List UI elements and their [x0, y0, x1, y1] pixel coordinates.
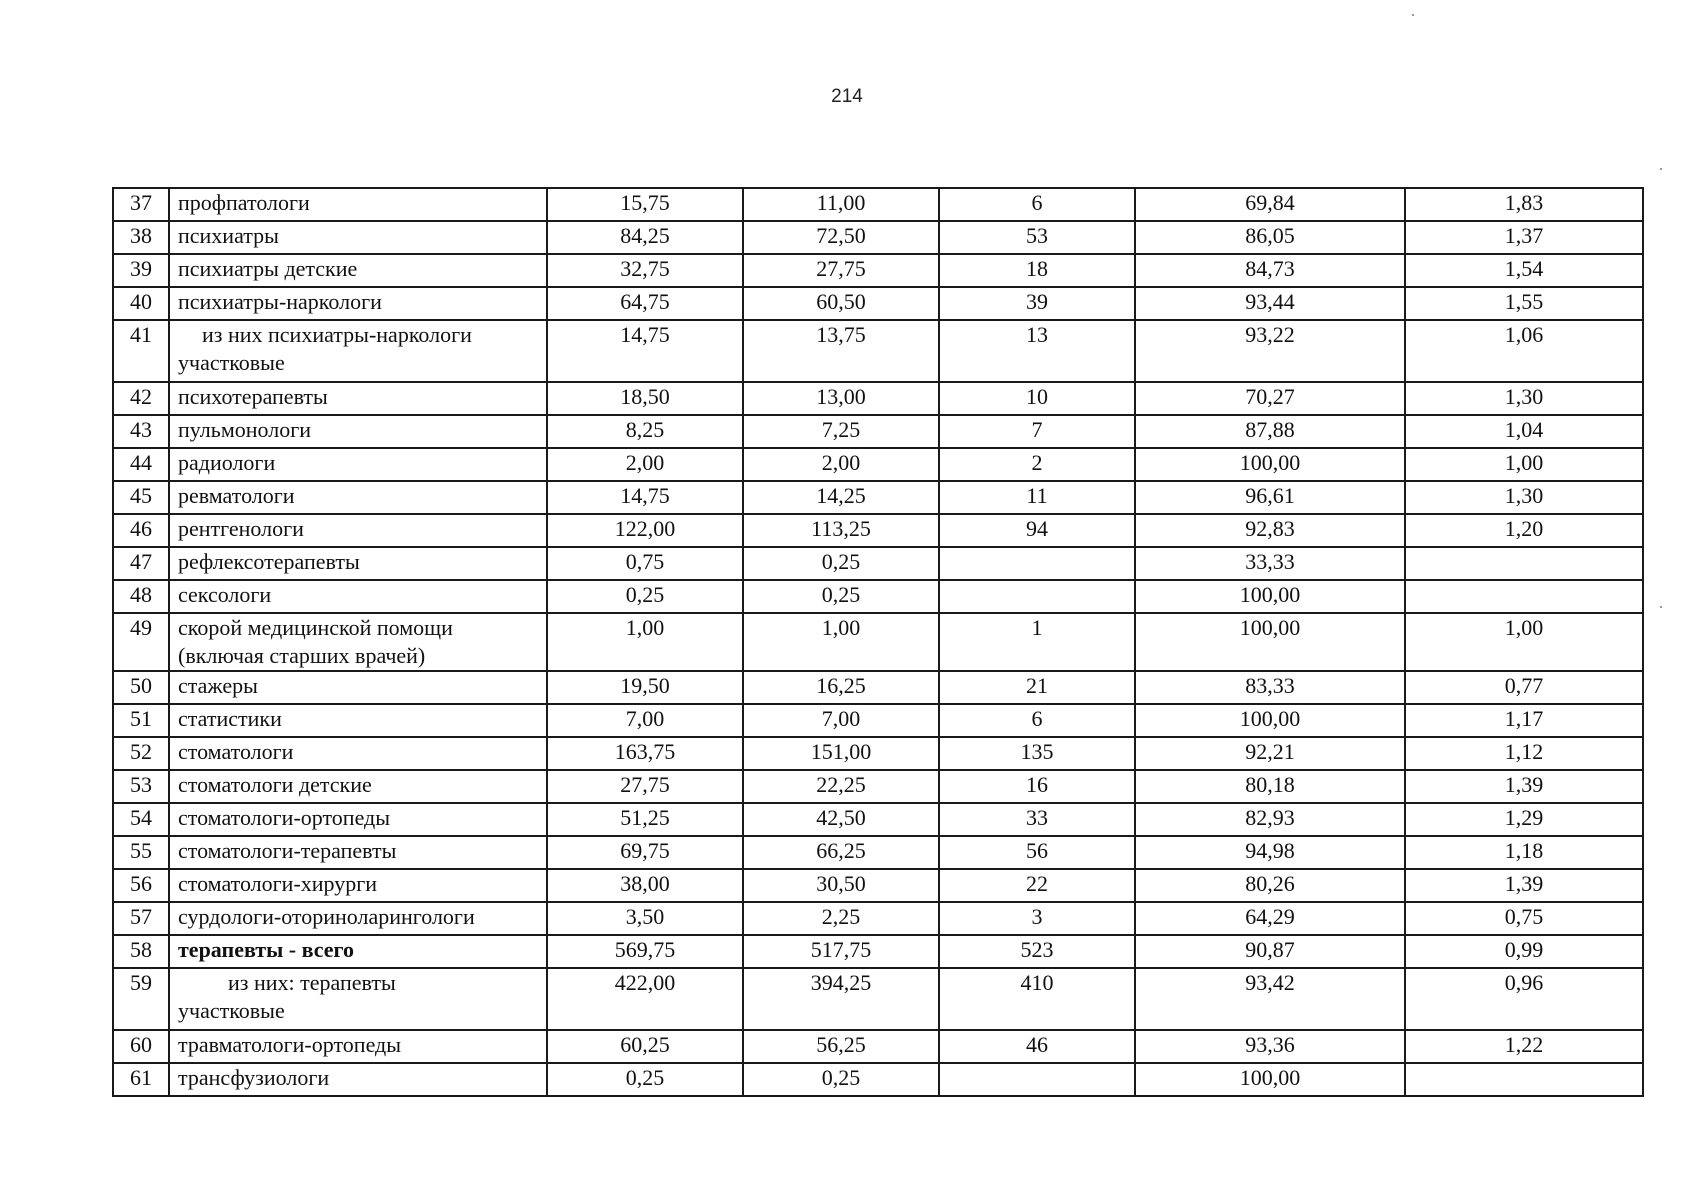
specialty-name: психиатры детские: [169, 254, 547, 287]
value-cell: 151,00: [743, 737, 939, 770]
value-cell: 1,00: [743, 613, 939, 671]
table-row: [113, 188, 1643, 221]
value-cell: 6: [939, 704, 1135, 737]
value-cell: 2,00: [743, 448, 939, 481]
row-number: 55: [113, 836, 169, 869]
value-cell: 80,26: [1135, 869, 1405, 902]
value-cell: 7: [939, 415, 1135, 448]
value-cell: 163,75: [547, 737, 743, 770]
value-cell: 87,88: [1135, 415, 1405, 448]
value-cell: 1,06: [1405, 320, 1643, 382]
specialty-name: пульмонологи: [169, 415, 547, 448]
table-row: [113, 803, 1643, 836]
value-cell: 56: [939, 836, 1135, 869]
value-cell: 100,00: [1135, 613, 1405, 671]
value-cell: 1,30: [1405, 481, 1643, 514]
value-cell: 15,75: [547, 188, 743, 221]
row-number: 50: [113, 671, 169, 704]
value-cell: 93,42: [1135, 968, 1405, 1030]
specialty-name: психиатры: [169, 221, 547, 254]
value-cell: 39: [939, 287, 1135, 320]
value-cell: [1405, 547, 1643, 580]
table-row: [113, 1030, 1643, 1063]
value-cell: 86,05: [1135, 221, 1405, 254]
specialty-name: стоматологи-ортопеды: [169, 803, 547, 836]
value-cell: [939, 1063, 1135, 1096]
value-cell: 38,00: [547, 869, 743, 902]
value-cell: 11: [939, 481, 1135, 514]
value-cell: 53: [939, 221, 1135, 254]
row-number: 43: [113, 415, 169, 448]
row-number: 47: [113, 547, 169, 580]
scan-speck: [1660, 168, 1662, 170]
table-row: [113, 415, 1643, 448]
value-cell: 64,75: [547, 287, 743, 320]
value-cell: 1,83: [1405, 188, 1643, 221]
value-cell: 60,50: [743, 287, 939, 320]
scan-speck: [1412, 14, 1414, 16]
value-cell: 0,25: [547, 1063, 743, 1096]
value-cell: 1,55: [1405, 287, 1643, 320]
specialty-name: стоматологи: [169, 737, 547, 770]
value-cell: 84,25: [547, 221, 743, 254]
value-cell: 0,25: [743, 1063, 939, 1096]
value-cell: 1,39: [1405, 869, 1643, 902]
value-cell: 0,96: [1405, 968, 1643, 1030]
specialty-name-line1: из них психиатры-наркологи: [202, 322, 472, 347]
value-cell: 0,25: [743, 580, 939, 613]
value-cell: 64,29: [1135, 902, 1405, 935]
value-cell: 13,75: [743, 320, 939, 382]
value-cell: 83,33: [1135, 671, 1405, 704]
specialty-name-line1: скорой медицинской помощи: [178, 615, 453, 640]
specialty-name: рефлексотерапевты: [169, 547, 547, 580]
value-cell: 2,00: [547, 448, 743, 481]
table-row: [113, 580, 1643, 613]
row-number: 61: [113, 1063, 169, 1096]
value-cell: 1,29: [1405, 803, 1643, 836]
value-cell: 92,21: [1135, 737, 1405, 770]
table-row: [113, 671, 1643, 704]
table-row: [113, 448, 1643, 481]
specialty-name: ревматологи: [169, 481, 547, 514]
table-row: [113, 968, 1643, 1030]
table-row-total: [113, 935, 1643, 968]
row-number: 58: [113, 935, 169, 968]
value-cell: 569,75: [547, 935, 743, 968]
value-cell: 21: [939, 671, 1135, 704]
row-number: 56: [113, 869, 169, 902]
value-cell: 1,22: [1405, 1030, 1643, 1063]
value-cell: 0,75: [547, 547, 743, 580]
value-cell: 42,50: [743, 803, 939, 836]
specialty-name: [169, 320, 547, 382]
value-cell: 94,98: [1135, 836, 1405, 869]
value-cell: 1,39: [1405, 770, 1643, 803]
specialty-name: сурдологи-оториноларингологи: [169, 902, 547, 935]
table-row: [113, 221, 1643, 254]
value-cell: 27,75: [743, 254, 939, 287]
value-cell: 84,73: [1135, 254, 1405, 287]
value-cell: 72,50: [743, 221, 939, 254]
value-cell: [1405, 580, 1643, 613]
value-cell: 7,25: [743, 415, 939, 448]
value-cell: 14,75: [547, 481, 743, 514]
value-cell: 2,25: [743, 902, 939, 935]
specialty-name: стоматологи-терапевты: [169, 836, 547, 869]
table-row: [113, 320, 1643, 382]
page-number: 214: [831, 86, 863, 107]
value-cell: 13,00: [743, 382, 939, 415]
value-cell: 410: [939, 968, 1135, 1030]
value-cell: 1,17: [1405, 704, 1643, 737]
table-row: [113, 481, 1643, 514]
specialty-name: стоматологи-хирурги: [169, 869, 547, 902]
value-cell: 30,50: [743, 869, 939, 902]
specialty-name: травматологи-ортопеды: [169, 1030, 547, 1063]
specialty-name: профпатологи: [169, 188, 547, 221]
row-number: 51: [113, 704, 169, 737]
table-row: [113, 836, 1643, 869]
value-cell: 1,18: [1405, 836, 1643, 869]
value-cell: 0,75: [1405, 902, 1643, 935]
specialty-name: [169, 968, 547, 1030]
value-cell: 2: [939, 448, 1135, 481]
value-cell: 1,54: [1405, 254, 1643, 287]
table-row: [113, 704, 1643, 737]
value-cell: 1,20: [1405, 514, 1643, 547]
scan-speck: [1660, 606, 1662, 608]
row-number: 39: [113, 254, 169, 287]
value-cell: 96,61: [1135, 481, 1405, 514]
row-number: 46: [113, 514, 169, 547]
value-cell: 56,25: [743, 1030, 939, 1063]
row-number: 45: [113, 481, 169, 514]
value-cell: 22,25: [743, 770, 939, 803]
row-number: 38: [113, 221, 169, 254]
value-cell: 11,00: [743, 188, 939, 221]
value-cell: 1,00: [1405, 613, 1643, 671]
value-cell: 1,00: [547, 613, 743, 671]
value-cell: 18,50: [547, 382, 743, 415]
specialty-name: терапевты - всего: [169, 935, 547, 968]
value-cell: 100,00: [1135, 580, 1405, 613]
value-cell: 100,00: [1135, 1063, 1405, 1096]
value-cell: 1,04: [1405, 415, 1643, 448]
value-cell: 33,33: [1135, 547, 1405, 580]
row-number: 44: [113, 448, 169, 481]
value-cell: [1405, 1063, 1643, 1096]
value-cell: 27,75: [547, 770, 743, 803]
row-number: 37: [113, 188, 169, 221]
value-cell: 0,99: [1405, 935, 1643, 968]
value-cell: 113,25: [743, 514, 939, 547]
value-cell: 7,00: [547, 704, 743, 737]
specialty-name: [169, 613, 547, 671]
row-number: 57: [113, 902, 169, 935]
table-row: [113, 287, 1643, 320]
value-cell: 16,25: [743, 671, 939, 704]
value-cell: 517,75: [743, 935, 939, 968]
value-cell: 90,87: [1135, 935, 1405, 968]
specialty-name-line2: участковые: [178, 998, 285, 1023]
value-cell: 1,12: [1405, 737, 1643, 770]
table-row: [113, 254, 1643, 287]
value-cell: 69,84: [1135, 188, 1405, 221]
row-number: 54: [113, 803, 169, 836]
specialty-name: стоматологи детские: [169, 770, 547, 803]
row-number: 48: [113, 580, 169, 613]
specialty-name: статистики: [169, 704, 547, 737]
value-cell: 93,44: [1135, 287, 1405, 320]
value-cell: 66,25: [743, 836, 939, 869]
value-cell: [939, 547, 1135, 580]
value-cell: 93,36: [1135, 1030, 1405, 1063]
table-row: [113, 1063, 1643, 1096]
value-cell: 92,83: [1135, 514, 1405, 547]
value-cell: 80,18: [1135, 770, 1405, 803]
value-cell: 10: [939, 382, 1135, 415]
value-cell: 100,00: [1135, 448, 1405, 481]
table-row: [113, 613, 1643, 671]
value-cell: 100,00: [1135, 704, 1405, 737]
value-cell: 18: [939, 254, 1135, 287]
row-number: 59: [113, 968, 169, 1030]
value-cell: 7,00: [743, 704, 939, 737]
value-cell: 523: [939, 935, 1135, 968]
value-cell: 16: [939, 770, 1135, 803]
row-number: 53: [113, 770, 169, 803]
specialty-name-line2: участковые: [178, 350, 285, 375]
row-number: 41: [113, 320, 169, 382]
specialty-name: психотерапевты: [169, 382, 547, 415]
value-cell: 32,75: [547, 254, 743, 287]
value-cell: 3,50: [547, 902, 743, 935]
value-cell: 422,00: [547, 968, 743, 1030]
value-cell: 0,25: [743, 547, 939, 580]
value-cell: 33: [939, 803, 1135, 836]
value-cell: 51,25: [547, 803, 743, 836]
value-cell: 13: [939, 320, 1135, 382]
table-row: [113, 737, 1643, 770]
specialty-name-line2: (включая старших врачей): [178, 643, 426, 668]
specialty-name: психиатры-наркологи: [169, 287, 547, 320]
value-cell: 394,25: [743, 968, 939, 1030]
table-row: [113, 869, 1643, 902]
table-row: [113, 547, 1643, 580]
value-cell: 46: [939, 1030, 1135, 1063]
value-cell: [939, 580, 1135, 613]
value-cell: 6: [939, 188, 1135, 221]
value-cell: 14,75: [547, 320, 743, 382]
specialty-name: стажеры: [169, 671, 547, 704]
value-cell: 1,00: [1405, 448, 1643, 481]
value-cell: 22: [939, 869, 1135, 902]
table-row: [113, 902, 1643, 935]
value-cell: 1: [939, 613, 1135, 671]
value-cell: 93,22: [1135, 320, 1405, 382]
specialty-name: трансфузиологи: [169, 1063, 547, 1096]
value-cell: 82,93: [1135, 803, 1405, 836]
specialty-name: сексологи: [169, 580, 547, 613]
value-cell: 1,37: [1405, 221, 1643, 254]
value-cell: 70,27: [1135, 382, 1405, 415]
row-number: 60: [113, 1030, 169, 1063]
value-cell: 122,00: [547, 514, 743, 547]
value-cell: 0,77: [1405, 671, 1643, 704]
value-cell: 14,25: [743, 481, 939, 514]
table-row: [113, 382, 1643, 415]
row-number: 49: [113, 613, 169, 671]
specialty-name-line1: из них: терапевты: [228, 970, 396, 995]
value-cell: 60,25: [547, 1030, 743, 1063]
row-number: 52: [113, 737, 169, 770]
table-row: [113, 770, 1643, 803]
value-cell: 3: [939, 902, 1135, 935]
table-row: [113, 514, 1643, 547]
value-cell: 0,25: [547, 580, 743, 613]
value-cell: 69,75: [547, 836, 743, 869]
specialty-name: радиологи: [169, 448, 547, 481]
specialty-name: рентгенологи: [169, 514, 547, 547]
row-number: 40: [113, 287, 169, 320]
value-cell: 8,25: [547, 415, 743, 448]
value-cell: 1,30: [1405, 382, 1643, 415]
value-cell: 19,50: [547, 671, 743, 704]
row-number: 42: [113, 382, 169, 415]
value-cell: 135: [939, 737, 1135, 770]
value-cell: 94: [939, 514, 1135, 547]
staffing-table: [112, 187, 1644, 1097]
